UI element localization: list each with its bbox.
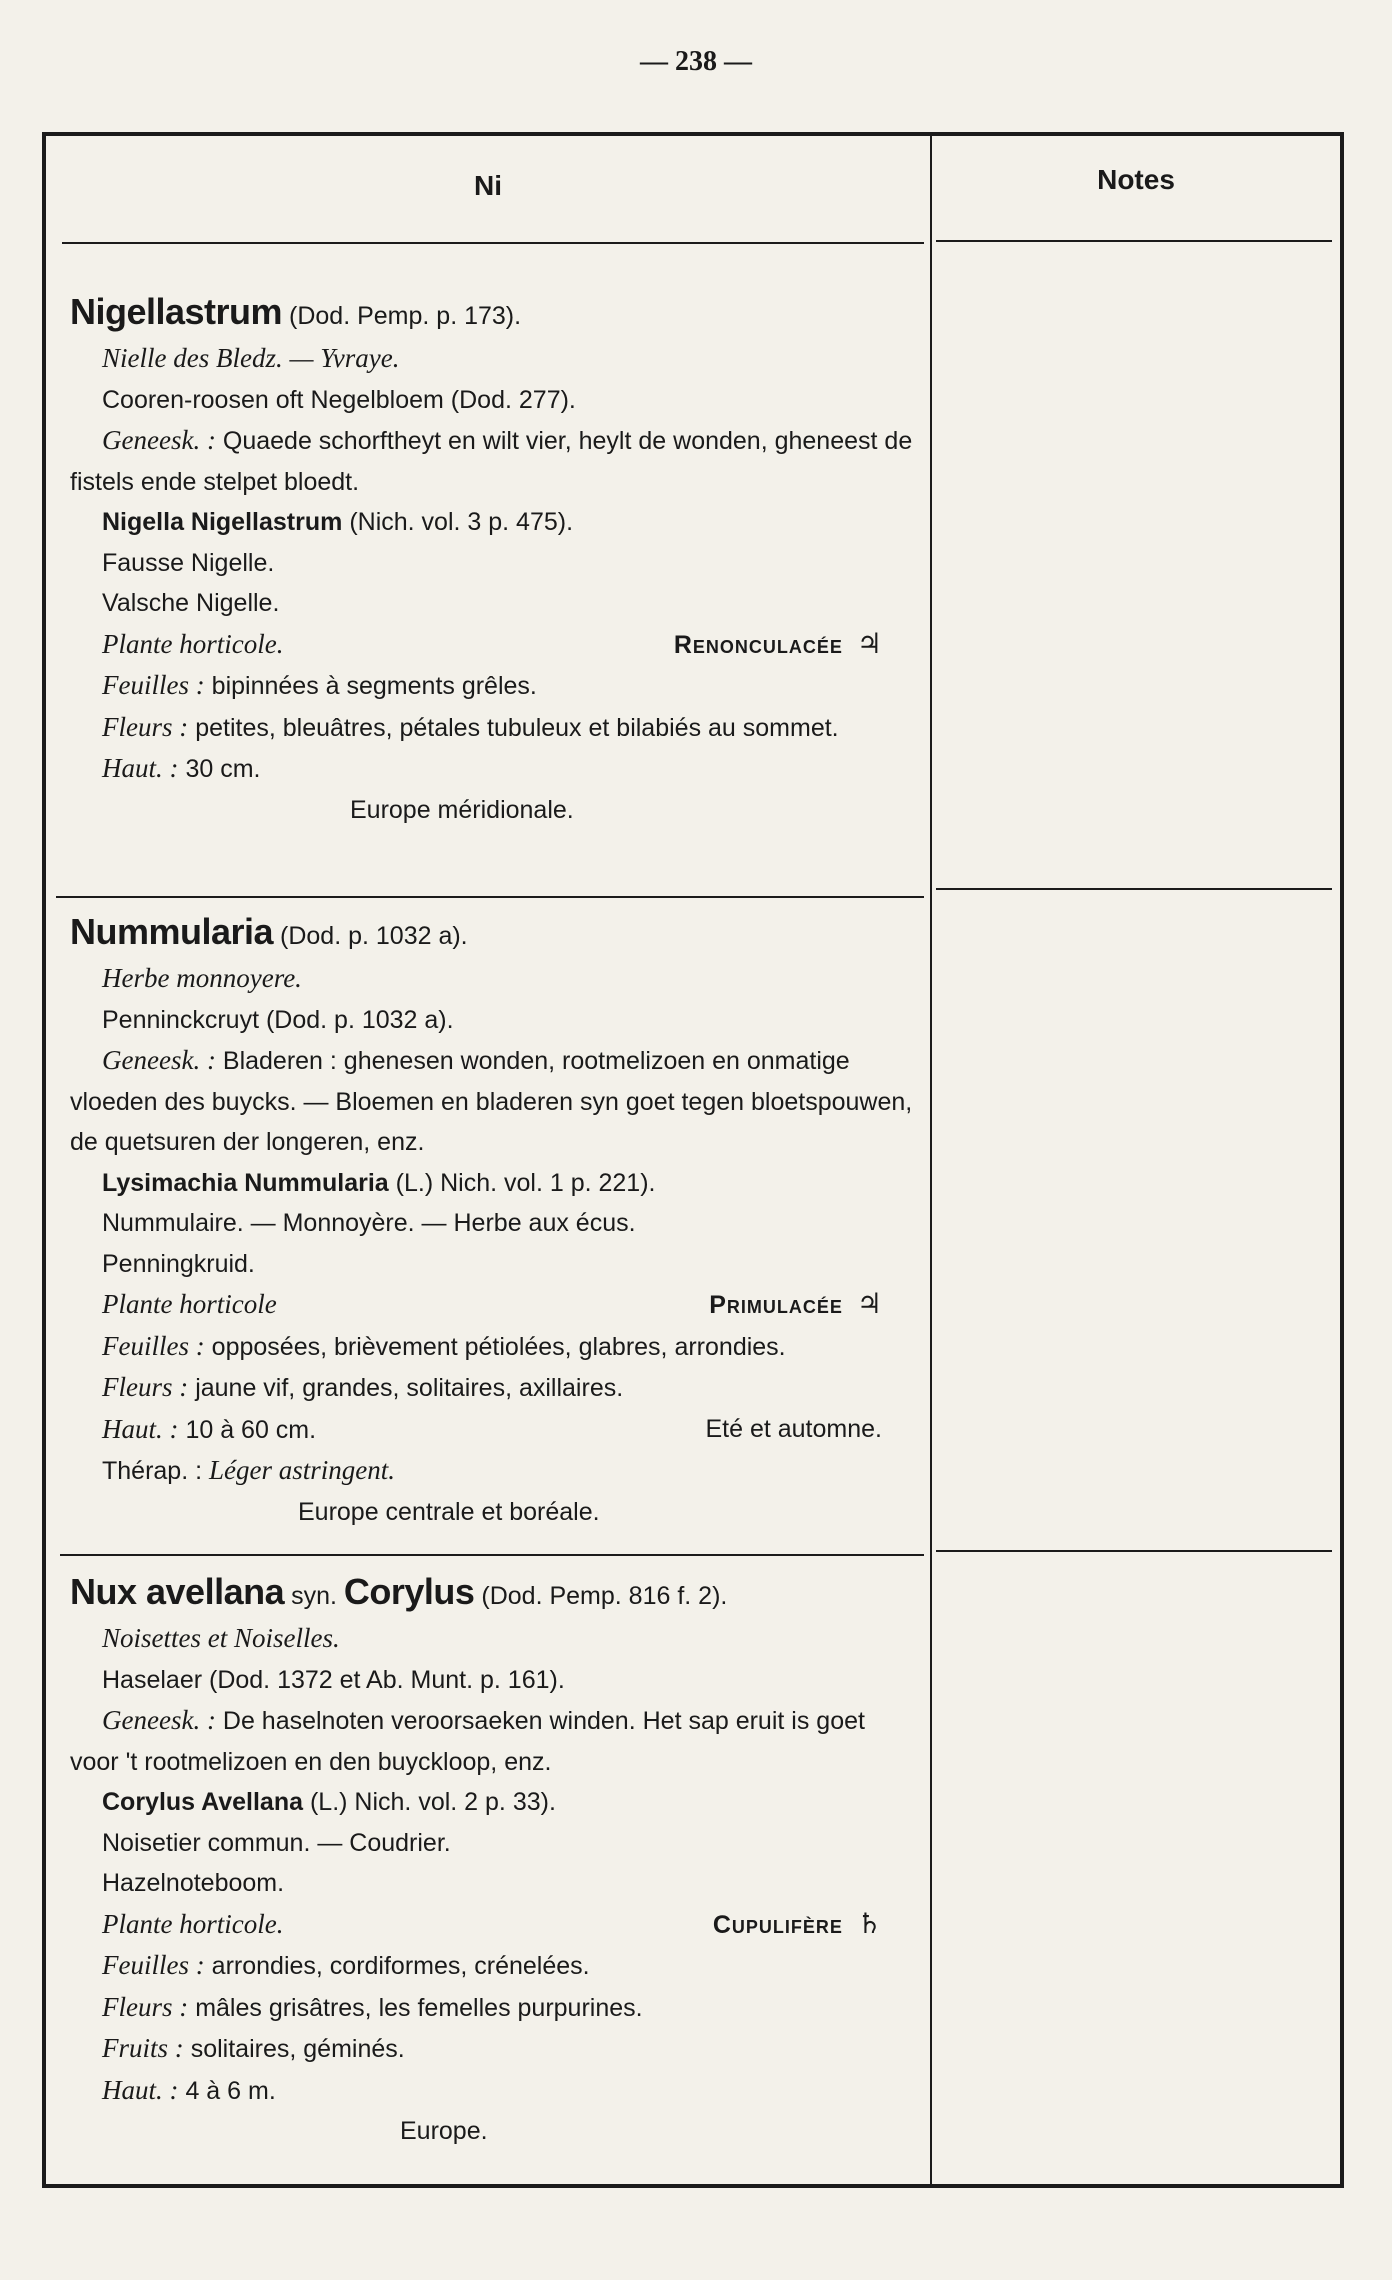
- dutch-modern-name: Valsche Nigelle.: [102, 589, 280, 617]
- old-names: Herbe monnoyere.: [102, 963, 302, 993]
- entry-title-ref: (Dod. p. 1032 a).: [280, 922, 468, 950]
- feuilles-label: Feuilles :: [102, 1950, 205, 1980]
- dutch-name: Haselaer (Dod. 1372 et Ab. Munt. p. 161).: [102, 1665, 565, 1694]
- entry-nux-avellana: [70, 1570, 916, 2152]
- region-text: Europe centrale et boréale.: [298, 1497, 600, 1526]
- entry-title-syn: syn.: [291, 1582, 337, 1610]
- old-names: Nielle des Bledz. — Yvraye.: [102, 343, 400, 373]
- geneesk-label: Geneesk. :: [102, 1705, 216, 1735]
- feuilles-label: Feuilles :: [102, 670, 205, 700]
- region-text: Europe.: [400, 2117, 488, 2145]
- feuilles-text: opposées, brièvement pétiolées, glabres, arrondies.: [211, 1332, 786, 1361]
- feuilles-text: bipinnées à segments grêles.: [211, 672, 537, 700]
- entry-nummularia: [70, 910, 916, 1532]
- dutch-name: Cooren-roosen oft Negelbloem (Dod. 277).: [102, 385, 576, 414]
- geneesk-label: Geneesk. :: [102, 1045, 216, 1075]
- fleurs-text: mâles grisâtres, les femelles purpurines.: [195, 1993, 643, 2022]
- entry-rule-right-1: [936, 888, 1332, 890]
- feuilles-label: Feuilles :: [102, 1330, 205, 1361]
- fleurs-label: Fleurs :: [102, 1991, 189, 2022]
- entry-nigellastrum: [70, 290, 916, 830]
- fleurs-text: petites, bleuâtres, pétales tubuleux et bilabiés au sommet.: [195, 713, 839, 742]
- plante-label: Plante horticole: [102, 1289, 277, 1319]
- entry-title-synonym: Corylus: [343, 1571, 475, 1612]
- haut-text: 10 à 60 cm.: [185, 1415, 317, 1444]
- shrub-symbol-icon: ♄: [856, 1906, 882, 1940]
- entry-title-ref: (Dod. Pemp. p. 173).: [289, 302, 522, 330]
- family-name: Renonculacée: [673, 630, 843, 659]
- perennial-symbol-icon: ♃: [856, 1287, 882, 1320]
- family-name: Cupulifère: [712, 1910, 843, 1939]
- region-text: Europe méridionale.: [350, 795, 574, 824]
- fruits-text: solitaires, géminés.: [190, 2035, 405, 2063]
- scientific-ref: (Nich. vol. 3 p. 475).: [349, 508, 574, 536]
- fleurs-label: Fleurs :: [102, 711, 189, 742]
- haut-label: Haut. :: [102, 1413, 179, 1444]
- fruits-label: Fruits :: [102, 2033, 184, 2063]
- scientific-name: Nigella Nigellastrum: [102, 508, 343, 536]
- scientific-ref: (L.) Nich. vol. 1 p. 221).: [395, 1168, 656, 1197]
- fleurs-label: Fleurs :: [102, 1372, 189, 1402]
- haut-text: 4 à 6 m.: [185, 2076, 276, 2105]
- column-divider: [930, 136, 932, 2184]
- haut-text: 30 cm.: [185, 755, 261, 783]
- geneesk-text: Quaede schorftheyt en wilt vier, heylt de wonden, gheneest de fistels ende stelpet bloedt.: [70, 427, 913, 496]
- dutch-modern-name: Penningkruid.: [102, 1249, 255, 1278]
- therap-text: Léger astringent.: [209, 1455, 396, 1485]
- haut-label: Haut. :: [102, 2074, 179, 2105]
- family-name: Primulacée: [709, 1291, 843, 1319]
- old-names: Noisettes et Noiselles.: [102, 1623, 340, 1653]
- entry-rule-left-1: [56, 896, 924, 898]
- entry-title: Nigellastrum: [70, 291, 283, 332]
- plante-label: Plante horticole.: [102, 628, 284, 659]
- column-header-notes: Notes: [1097, 164, 1175, 195]
- season-text: Eté et automne.: [705, 1414, 882, 1443]
- french-name: Fausse Nigelle.: [102, 548, 275, 577]
- scientific-ref: (L.) Nich. vol. 2 p. 33).: [309, 1788, 556, 1816]
- header-rule-right: [936, 240, 1332, 242]
- dutch-modern-name: Hazelnoteboom.: [102, 1869, 285, 1897]
- fleurs-text: jaune vif, grandes, solitaires, axillaires.: [195, 1374, 624, 1402]
- entry-title: Nux avellana: [70, 1571, 285, 1612]
- entry-rule-left-2: [60, 1554, 924, 1556]
- geneesk-text: De haselnoten veroorsaeken winden. Het sap eruit is goet voor 't rootmelizoen en den buyckloop, enz.: [70, 1707, 865, 1776]
- scientific-name: Corylus Avellana: [102, 1788, 304, 1816]
- column-header-ni: Ni: [474, 170, 502, 201]
- entry-title-ref: (Dod. Pemp. 816 f. 2).: [481, 1582, 728, 1610]
- feuilles-text: arrondies, cordiformes, crénelées.: [211, 1952, 590, 1980]
- french-name: Nummulaire. — Monnoyère. — Herbe aux écus.: [102, 1209, 636, 1237]
- geneesk-text: Bladeren : ghenesen wonden, rootmelizoen en onmatige vloeden des buycks. — Bloemen en bladeren syn goet tegen bloetspouwen, de quetsuren der longeren, enz.: [70, 1047, 913, 1156]
- french-name: Noisetier commun. — Coudrier.: [102, 1828, 451, 1857]
- scientific-name: Lysimachia Nummularia: [102, 1168, 389, 1197]
- entry-rule-right-2: [936, 1550, 1332, 1552]
- header-rule-left: [62, 242, 924, 244]
- page-number: — 238 —: [640, 46, 752, 77]
- therap-label: Thérap. :: [102, 1457, 203, 1485]
- geneesk-label: Geneesk. :: [102, 425, 216, 455]
- dutch-name: Penninckcruyt (Dod. p. 1032 a).: [102, 1005, 454, 1034]
- perennial-symbol-icon: ♃: [856, 626, 882, 660]
- entry-title: Nummularia: [70, 911, 274, 952]
- haut-label: Haut. :: [102, 753, 179, 783]
- plante-label: Plante horticole.: [102, 1908, 284, 1939]
